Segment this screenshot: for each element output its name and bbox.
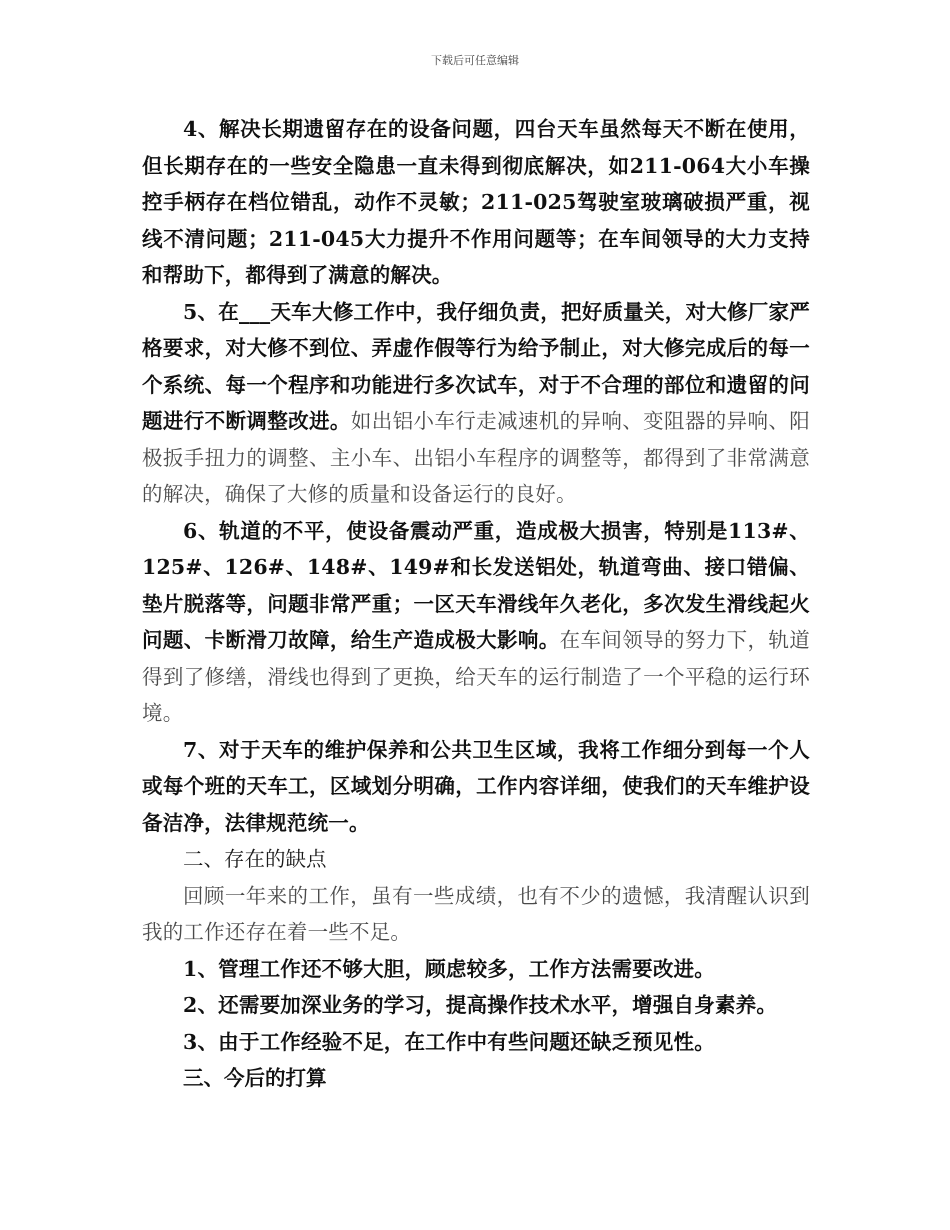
section-2-item-3-text: 3、由于工作经验不足，在工作中有些问题还缺乏预见性。 bbox=[183, 1029, 715, 1054]
section-2-item-1-text: 1、管理工作还不够大胆，顾虑较多，工作方法需要改进。 bbox=[183, 956, 715, 981]
section-3-heading bbox=[142, 1060, 810, 1097]
section-3-title: 三、今后的打算 bbox=[183, 1066, 327, 1090]
section-2-title: 二、存在的缺点 bbox=[183, 847, 327, 871]
section-2-intro bbox=[142, 878, 810, 951]
paragraph-4-text: 4、解决长期遗留存在的设备问题，四台天车虽然每天不断在使用，但长期存在的一些安全隐患一直未得到彻底解决，如211-064大小车操控手柄存在档位错乱，动作不灵敏；211-025驾驶室玻璃破损严重，视线不清问题；211-045大力提升不作用问题等；在车间领导的大力支持和帮助下，都得到了满意的解决。 bbox=[142, 117, 810, 287]
paragraph-7-text: 7、对于天车的维护保养和公共卫生区域，我将工作细分到每一个人或每个班的天车工，区域划分明确，工作内容详细，使我们的天车维护设备洁净，法律规范统一。 bbox=[142, 737, 810, 835]
paragraph-6 bbox=[142, 513, 810, 732]
paragraph-5-tail: 如出铝小车行走减速机的异响、变阻器的异响、阳极扳手扭力的调整、主小车、出铝小车程序的调整等，都得到了非常满意的解决，确保了大修的质量和设备运行的良好。 bbox=[142, 409, 811, 506]
paragraph-5-text: 5、在___天车大修工作中，我仔细负责，把好质量关，对大修厂家严格要求，对大修不到位、弄虚作假等行为给予制止，对大修完成后的每一个系统、每一个程序和功能进行多次试车，对于不合理的部位和遗留的问题进行不断调整改进。 bbox=[142, 299, 810, 433]
section-2-item-2-text: 2、还需要加深业务的学习，提高操作技术水平，增强自身素养。 bbox=[183, 993, 778, 1017]
paragraph-5 bbox=[142, 294, 810, 513]
page-header: 下载后可任意编辑 bbox=[431, 54, 519, 67]
section-2-item-2 bbox=[142, 987, 810, 1024]
section-2-item-3 bbox=[142, 1024, 810, 1061]
paragraph-7 bbox=[142, 732, 810, 842]
section-2-item-1 bbox=[142, 951, 810, 988]
section-2-intro-text: 回顾一年来的工作，虽有一些成绩，也有不少的遗憾，我清醒认识到我的工作还存在着一些不足。 bbox=[142, 883, 810, 944]
paragraph-4 bbox=[142, 111, 810, 294]
section-2-heading bbox=[142, 841, 810, 878]
paragraph-6-text: 6、轨道的不平，使设备震动严重，造成极大损害，特别是113#、125#、126#、148#、149#和长发送铝处，轨道弯曲、接口错偏、垫片脱落等，问题非常严重；一区天车滑线年久老化，多次发生滑线起火问题、卡断滑刀故障，给生产造成极大影响。 bbox=[142, 518, 810, 652]
document-body bbox=[142, 111, 810, 1097]
paragraph-6-tail: 在车间领导的努力下，轨道得到了修缮，滑线也得到了更换，给天车的运行制造了一个平稳的运行环境。 bbox=[142, 628, 810, 725]
